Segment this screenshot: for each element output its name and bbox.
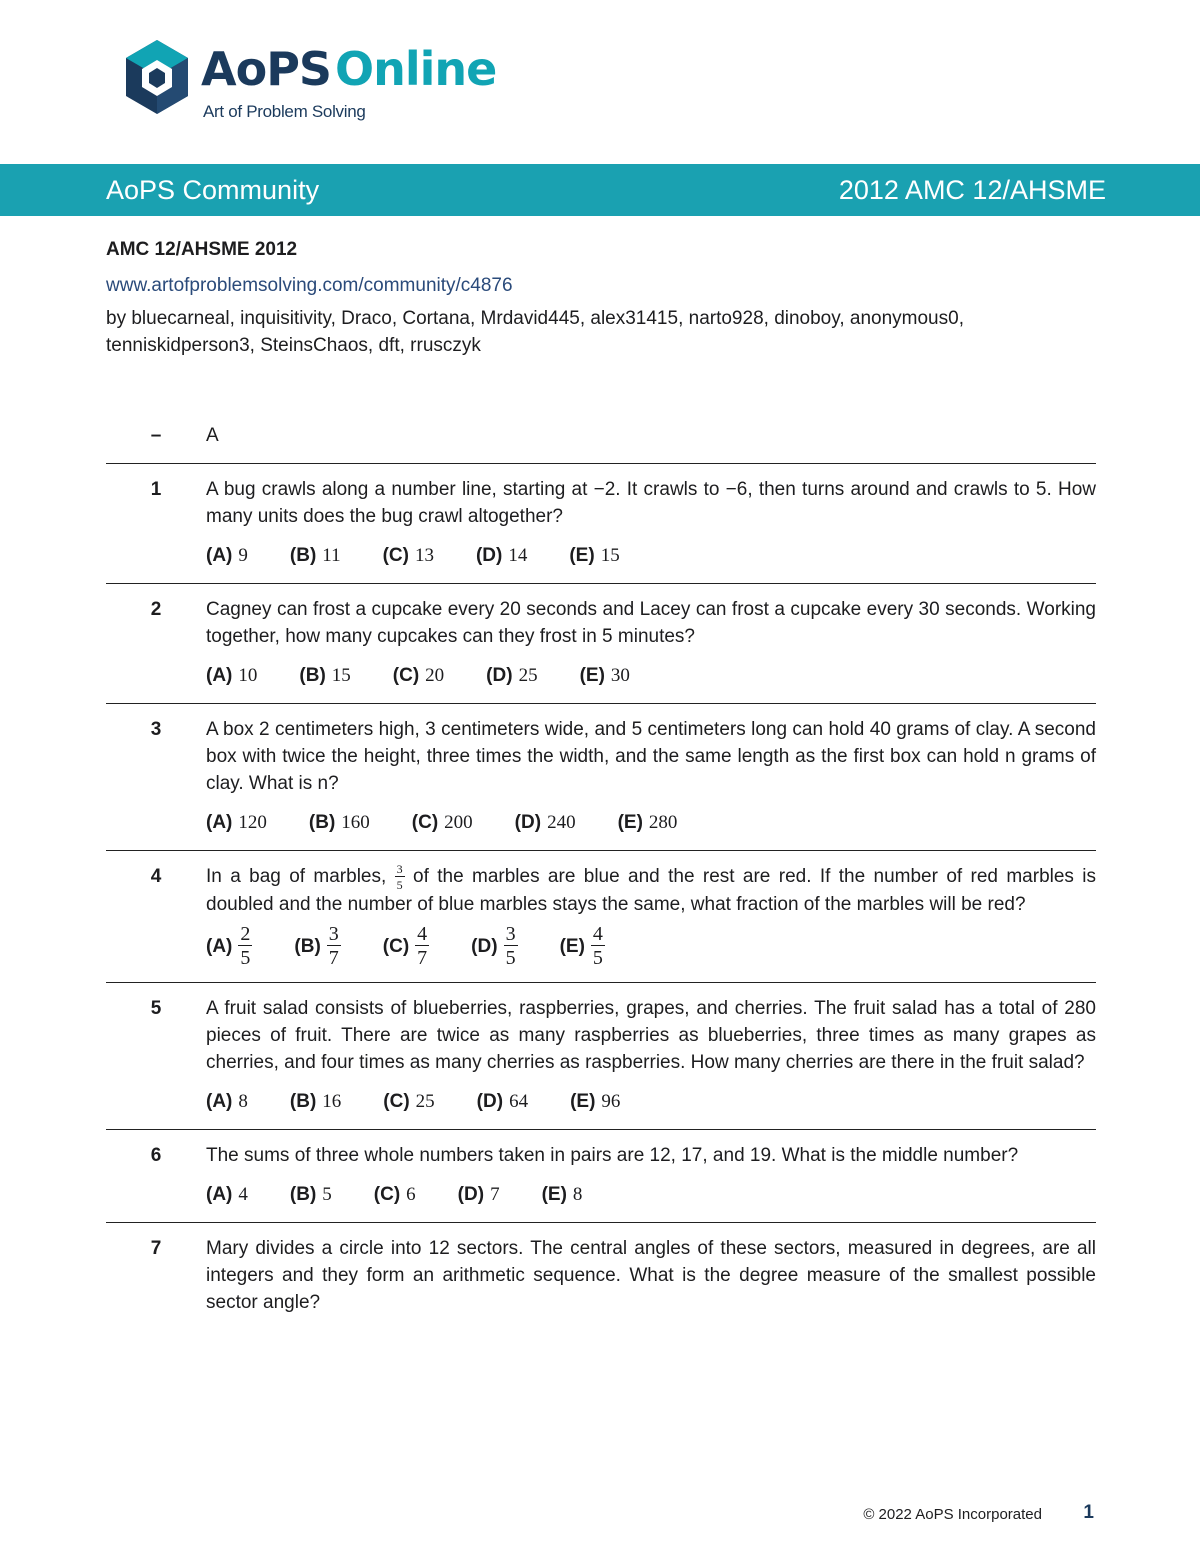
logo-tagline: Art of Problem Solving (203, 102, 366, 121)
problem-text: Mary divides a circle into 12 sectors. The central angles of these sectors, measured in degrees, are all integers and they form an arithmetic sequence. What is the degree measure of the smallest possible sector angle? (206, 1238, 1096, 1313)
answer-choices (206, 662, 1096, 689)
problem-row (106, 983, 1096, 1130)
problem-list (106, 410, 1096, 1330)
problem-row (106, 704, 1096, 851)
answer-choice: (B) 15 (299, 665, 351, 686)
section-header-row (106, 410, 1096, 464)
problem-number: 6 (150, 1145, 162, 1166)
answer-choice: (D) 7 (457, 1184, 500, 1205)
answer-choices (206, 809, 1096, 836)
answer-choice: (A) 120 (206, 812, 267, 833)
problem-number: 2 (150, 599, 162, 620)
problem-number: 5 (150, 998, 162, 1019)
answer-choice: (E) $\frac{4}{5}$ (559, 923, 603, 969)
problem-row (106, 464, 1096, 584)
answer-choices (206, 1181, 1096, 1208)
answer-choice: (D) 25 (486, 665, 538, 686)
logo-wordmark (201, 42, 497, 96)
answer-choice: (E) 30 (579, 665, 630, 686)
aops-online-logo (124, 38, 504, 128)
answer-choice: (C) 6 (373, 1184, 416, 1205)
banner-contest-title: 2012 AMC 12/AHSME (838, 175, 1106, 205)
aops-cube-logo-icon (124, 38, 190, 116)
answer-choice: (B) 11 (289, 545, 341, 566)
problem-text: The sums of three whole numbers taken in pairs are 12, 17, and 19. What is the middle number? (206, 1145, 1019, 1166)
inline-fraction: $\frac{3}{5}$ (396, 862, 403, 892)
problem-row (106, 1130, 1096, 1223)
problem-text: Cagney can frost a cupcake every 20 seconds and Lacey can frost a cupcake every 30 seconds. Working together, how many cupcakes can they frost in 5 minutes? (206, 599, 1096, 647)
author-list: by bluecarneal, inquisitivity, Draco, Cortana, Mrdavid445, alex31415, narto928, dinoboy, anonymous0, tenniskidperson3, SteinsChaos, dft, rrusczyk (106, 308, 964, 356)
answer-choice: (C) 13 (382, 545, 434, 566)
logo-brand-accent: Online (335, 42, 497, 96)
problem-row (106, 584, 1096, 704)
answer-choice: (A) $\frac{2}{5}$ (206, 923, 251, 969)
answer-choice: (C) 20 (392, 665, 445, 686)
problem-text: A fruit salad consists of blueberries, raspberries, grapes, and cherries. The fruit salad has a total of 280 pieces of fruit. There are twice as many raspberries as blueberries, three times as many grapes as cherries, and four times as many cherries as raspberries. How many cherries are there in the fruit salad? (206, 998, 1096, 1073)
answer-choice: (B) 160 (308, 812, 370, 833)
header-banner (0, 164, 1200, 216)
problem-text: A bug crawls along a number line, starting at −2. It crawls to −6, then turns around and crawls to 5. How many units does the bug crawl altogether? (206, 479, 1096, 527)
answer-choice: (D) $\frac{3}{5}$ (471, 923, 516, 969)
answer-choice: (E) 8 (541, 1184, 583, 1205)
problem-number: 4 (150, 866, 162, 887)
community-link[interactable]: www.artofproblemsolving.com/community/c4876 (106, 275, 513, 296)
problem-number: 7 (150, 1238, 162, 1259)
answer-choice: (D) 240 (514, 812, 576, 833)
answer-choice: (C) 25 (383, 1091, 435, 1112)
section-marker: – (150, 425, 162, 446)
section-label: A (206, 425, 219, 446)
problem-number: 1 (150, 479, 162, 500)
answer-choice: (D) 14 (475, 545, 528, 566)
problem-number: 3 (150, 719, 162, 740)
answer-choice: (A) 10 (206, 665, 258, 686)
problem-row (106, 1223, 1096, 1330)
answer-choice: (A) 8 (206, 1091, 248, 1112)
problem-row (106, 851, 1096, 983)
answer-choice: (C) 200 (411, 812, 473, 833)
answer-choices (206, 924, 1096, 968)
answer-choice: (A) 9 (206, 545, 248, 566)
answer-choice: (B) 5 (289, 1184, 332, 1205)
answer-choice: (E) 15 (569, 545, 620, 566)
answer-choice: (A) 4 (206, 1184, 248, 1205)
answer-choice: (D) 64 (476, 1091, 529, 1112)
page-number: 1 (1083, 1502, 1094, 1523)
answer-choice: (E) 96 (570, 1091, 621, 1112)
banner-community-title: AoPS Community (106, 175, 320, 205)
answer-choice: (B) $\frac{3}{7}$ (294, 923, 339, 969)
copyright-notice: © 2022 AoPS Incorporated (863, 1506, 1042, 1523)
problem-text: In a bag of marbles, $\frac{3}{5}$ of the marbles are blue and the rest are red. If the number of red marbles is doubled and the number of blue marbles stays the same, what fraction of the marbles will be red? (206, 862, 1097, 915)
logo-brand-main: AoPS (201, 42, 332, 96)
contest-title: AMC 12/AHSME 2012 (106, 239, 298, 260)
answer-choices (206, 542, 1096, 569)
answer-choices (206, 1088, 1096, 1115)
problem-text: A box 2 centimeters high, 3 centimeters wide, and 5 centimeters long can hold 40 grams of clay. A second box with twice the height, three times the width, and the same length as the first box can hold n grams of clay. What is n? (206, 719, 1096, 794)
answer-choice: (E) 280 (617, 812, 678, 833)
answer-choice: (C) $\frac{4}{7}$ (382, 923, 428, 969)
answer-choice: (B) 16 (289, 1091, 342, 1112)
